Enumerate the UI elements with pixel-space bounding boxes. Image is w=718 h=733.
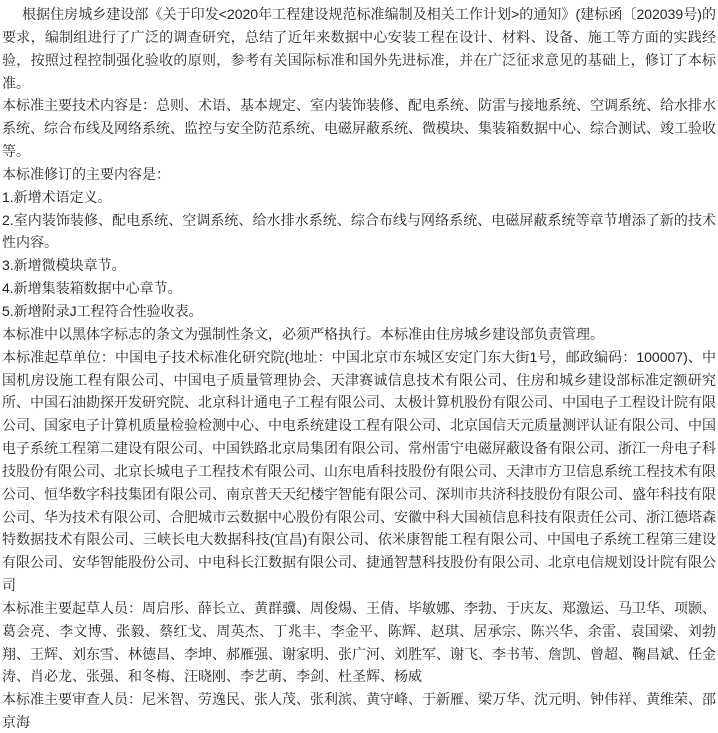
revision-item-4: 4.新增集装箱数据中心章节。 bbox=[2, 280, 182, 297]
paragraph-drafting-organizations: 本标准起草单位：中国电子技术标准化研究院(地址：中国北京市东城区安定门东大街1号，邮政编码：100007)、中国机房设施工程有限公司、中国电子质量管理协会、天津赛诚信息技术有限公司、住房和城乡建设部标准定额研究所、中国石油勘探开发研究院、北京科计通电子工程有限公司、太极计算机股份有限公司、中国电子工程设计院有限公司、国家电子计算机质量检验检测中心、中电系统建设工程有限公司、北京国信天元质量测评认证有限公司、中国电子系统工程第二建设有限公司、中国铁路北京局集团有限公司、常州雷宁电磁屏蔽设备有限公司、浙江一舟电子科技股份有限公司、北京长城电子工程技术有限公司、山东电盾科技股份有限公司、天津市方卫信息系统工程技术有限公司、恒华数字科技集团有限公司、南京普天天纪楼宇智能有限公司、深圳市共济科技股份有限公司、盛年科技有限公司、华为技术有限公司、合肥城市云数据中心股份有限公司、安徽中科大国祯信息科技有限责任公司、浙江德塔森特数据技术有限公司、三峡长电大数据科技(宜昌)有限公司、依米康智能工程有限公司、中国电子系统工程第三建设有限公司、安华智能股份公司、中电科长江数据有限公司、捷通智慧科技股份有限公司、北京电信规划设计院有限公司 bbox=[2, 348, 716, 594]
revision-item-3: 3.新增微模块章节。 bbox=[2, 257, 126, 274]
revision-item-5: 5.新增附录J工程符合性验收表。 bbox=[2, 302, 203, 319]
revision-item-1: 1.新增术语定义。 bbox=[2, 188, 112, 205]
revision-item-2: 2.室内装饰装修、配电系统、空调系统、给水排水系统、综合布线与网络系统、电磁屏蔽系统等章节增添了新的技术性内容。 bbox=[2, 211, 716, 251]
paragraph-mandatory-clauses: 本标准中以黑体字标志的条文为强制性条文，必须严格执行。本标准由住房城乡建设部负责管理。 bbox=[2, 325, 604, 342]
paragraph-main-reviewers: 本标准主要审查人员：尼米智、劳逸民、张人茂、张利滨、黄守峰、于新雁、梁万华、沈元明、钟伟祥、黄维荣、邵京海 bbox=[2, 691, 716, 731]
paragraph-basis-of-revision: 根据住房城乡建设部《关于印发<2020年工程建设规范标准编制及相关工作计划>的通知》(建标函〔202039号)的要求，编制组进行了广泛的调查研究，总结了近年来数据中心安装工程在设计、材料、设备、施工等方面的实践经验，按照过程控制强化验收的原则，参考有关国际标准和国外先进标准，并在广泛征求意见的基础上，修订了本标准。 bbox=[2, 6, 716, 91]
paragraph-main-technical-contents: 本标准主要技术内容是：总则、术语、基本规定、室内装饰装修、配电系统、防雷与接地系统、空调系统、给水排水系统、综合布线及网络系统、监控与安全防范系统、电磁屏蔽系统、微模块、集装箱数据中心、综合测试、竣工验收等。 bbox=[2, 97, 716, 160]
paragraph-revision-intro: 本标准修订的主要内容是： bbox=[2, 165, 170, 182]
paragraph-main-drafters: 本标准主要起草人员：周启彤、薛长立、黄群骥、周俊煬、王倩、毕敏娜、李勃、于庆友、郑激运、马卫华、项颢、葛会亮、李文博、张毅、蔡红戈、周英杰、丁兆丰、李金平、陈辉、赵琪、居承宗、陈兴华、余雷、袁国梁、刘勃翔、王辉、刘东雪、林德昌、李坤、郝雁强、谢家明、张广河、刘胜军、谢飞、李书苇、詹凯、曾超、鞠昌斌、任金涛、肖必龙、张强、和冬梅、汪晓刚、李艺萌、李剑、杜圣辉、杨威 bbox=[2, 599, 716, 685]
